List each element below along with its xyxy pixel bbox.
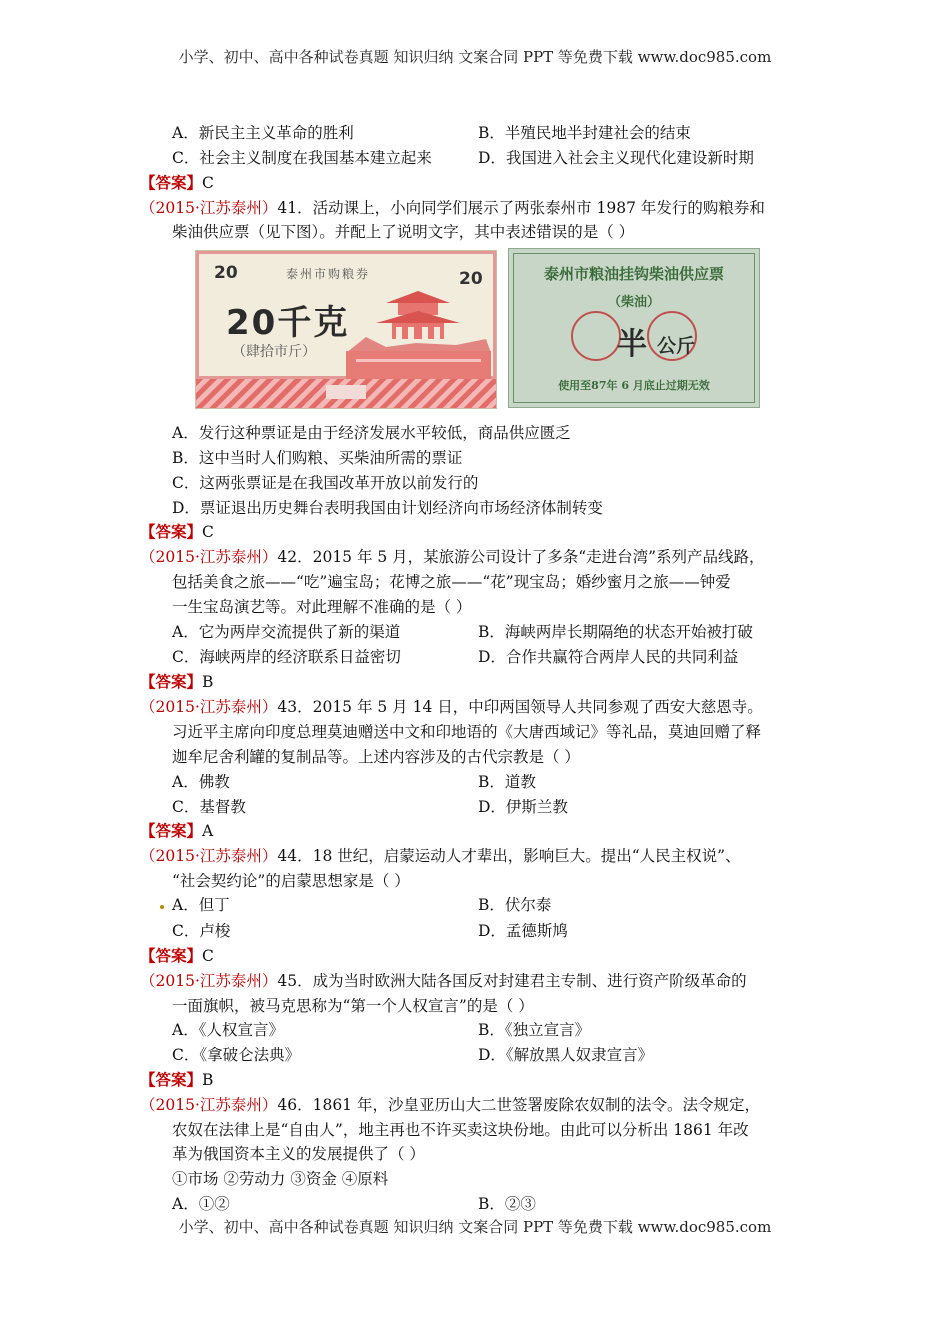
answer-value: C xyxy=(202,523,214,541)
q43-option-a: A．佛教 xyxy=(172,773,230,791)
answer-value: B xyxy=(202,673,214,691)
q43-text1: 43．2015 年 5 月 14 日，中印两国领导人共同参观了西安大慈恩寺。 xyxy=(277,698,763,716)
q41-answer xyxy=(140,522,214,542)
answer-label: 【答案】 xyxy=(140,821,203,840)
q44-option-c: C．卢梭 xyxy=(172,922,231,940)
q42-option-d: D．合作共赢符合两岸人民的共同利益 xyxy=(478,648,739,666)
diesel-coupon-image xyxy=(508,248,760,408)
q41-option-c: C．这两张票证是在我国改革开放以前发行的 xyxy=(172,474,479,492)
diesel-footer: 使用至87年 6 月底止过期无效 xyxy=(558,379,710,392)
q42-stem-line2: 包括美食之旅——“吃”遍宝岛；花博之旅——“花”现宝岛；婚纱蜜月之旅——钟爱 xyxy=(172,573,731,591)
q40-option-b: B．半殖民地半封建社会的结束 xyxy=(478,124,691,142)
q43-source: （2015·江苏泰州） xyxy=(140,698,278,716)
q45-source: （2015·江苏泰州） xyxy=(140,972,278,990)
q44-text1: 44．18 世纪，启蒙运动人才辈出，影响巨大。提出“人民主权说”、 xyxy=(277,847,741,865)
q43-stem-line3: 迦牟尼舍利罐的复制品等。上述内容涉及的古代宗教是（ ） xyxy=(172,748,580,766)
q42-option-c: C．海峡两岸的经济联系日益密切 xyxy=(172,648,401,666)
answer-value: C xyxy=(202,947,214,965)
coupon-corner-right: 20 xyxy=(459,269,483,289)
q44-stem-line2: “社会契约论”的启蒙思想家是（ ） xyxy=(172,872,410,890)
pavilion-illustration xyxy=(346,289,491,379)
q43-answer xyxy=(140,821,213,841)
q41-stem-line1 xyxy=(140,198,765,218)
q46-text1: 46．1861 年，沙皇亚历山大二世签署废除农奴制的法令。法令规定， xyxy=(277,1096,760,1114)
coupon-corner-left: 20 xyxy=(214,263,238,283)
coupon-sub-amount: （肆拾市斤） xyxy=(232,344,316,360)
diesel-amount-unit: 公斤 xyxy=(657,335,696,357)
q44-option-a: A．但丁 xyxy=(172,896,230,914)
q43-option-c: C．基督教 xyxy=(172,798,246,816)
q44-option-d: D．孟德斯鸠 xyxy=(478,922,568,940)
q40-option-a: A．新民主主义革命的胜利 xyxy=(172,124,354,142)
q44-option-b: B．伏尔泰 xyxy=(478,896,552,914)
q43-option-d: D．伊斯兰教 xyxy=(478,798,568,816)
q45-answer xyxy=(140,1070,213,1090)
answer-label: 【答案】 xyxy=(140,946,203,965)
q42-option-a: A．它为两岸交流提供了新的渠道 xyxy=(172,623,401,641)
q46-option-a: A．①② xyxy=(172,1195,230,1213)
grain-coupon-image xyxy=(195,250,497,409)
q40-option-c: C．社会主义制度在我国基本建立起来 xyxy=(172,149,432,167)
q44-source: （2015·江苏泰州） xyxy=(140,847,278,865)
q43-stem-line2: 习近平主席向印度总理莫迪赠送中文和印地语的《大唐西域记》等礼品，莫迪回赠了释 xyxy=(172,723,762,741)
coupon-amount: 20千克 xyxy=(226,303,350,343)
q41-source: （2015·江苏泰州） xyxy=(140,199,278,217)
page-footer: 小学、初中、高中各种试卷真题 知识归纳 文案合同 PPT 等免费下载 www.doc985.com xyxy=(178,1218,772,1236)
q41-option-b: B．这中当时人们购粮、买柴油所需的票证 xyxy=(172,449,463,467)
q42-source: （2015·江苏泰州） xyxy=(140,548,278,566)
q42-stem-line3: 一生宝岛演艺等。对此理解不准确的是（ ） xyxy=(172,598,472,616)
q42-answer xyxy=(140,672,213,692)
q42-text1: 42．2015 年 5 月，某旅游公司设计了多条“走进台湾”系列产品线路， xyxy=(277,548,765,566)
q41-option-a: A．发行这种票证是由于经济发展水平较低，商品供应匮乏 xyxy=(172,424,571,442)
q45-option-a: A．《人权宣言》 xyxy=(172,1021,284,1039)
q41-stem-line2: 柴油供应票（见下图）。并配上了说明文字，其中表述错误的是（ ） xyxy=(172,223,635,241)
diesel-amount-big: 半 xyxy=(617,327,647,362)
answer-label: 【答案】 xyxy=(140,173,203,192)
answer-value: C xyxy=(202,174,214,192)
q41-text1: 41．活动课上，小向同学们展示了两张泰州市 1987 年发行的购粮券和 xyxy=(277,199,765,217)
q45-stem-line1 xyxy=(140,971,747,991)
q42-option-b: B．海峡两岸长期隔绝的状态开始被打破 xyxy=(478,623,753,641)
diesel-title: 泰州市粮油挂钩柴油供应票 xyxy=(543,265,724,283)
answer-label: 【答案】 xyxy=(140,672,203,691)
q46-stem-line2: 农奴在法律上是“自由人”，地主再也不许买卖这块份地。由此可以分析出 1861 年改 xyxy=(172,1121,749,1139)
q45-option-b: B．《独立宣言》 xyxy=(478,1021,591,1039)
q40-option-d: D．我国进入社会主义现代化建设新时期 xyxy=(478,149,754,167)
answer-label: 【答案】 xyxy=(140,1070,203,1089)
q45-text1: 45．成为当时欧洲大陆各国反对封建君主专制、进行资产阶级革命的 xyxy=(277,972,747,990)
answer-value: B xyxy=(202,1071,214,1089)
answer-value: A xyxy=(202,822,214,840)
q45-option-c: C．《拿破仑法典》 xyxy=(172,1046,301,1064)
q46-stem-line3: 革为俄国资本主义的发展提供了（ ） xyxy=(172,1145,425,1163)
red-seal-left xyxy=(571,311,621,361)
diesel-subtitle: （柴油） xyxy=(607,295,660,310)
q44-answer xyxy=(140,946,214,966)
page-header: 小学、初中、高中各种试卷真题 知识归纳 文案合同 PPT 等免费下载 www.doc985.com xyxy=(178,48,772,66)
answer-label: 【答案】 xyxy=(140,522,203,541)
coupon-title: 泰州市购粮券 xyxy=(286,267,371,281)
q44-stem-line1 xyxy=(140,846,741,866)
q40-answer xyxy=(140,173,214,193)
stray-dot xyxy=(160,905,164,909)
q46-stem-line1 xyxy=(140,1095,760,1115)
q46-option-b: B．②③ xyxy=(478,1195,536,1213)
q46-source: （2015·江苏泰州） xyxy=(140,1096,278,1114)
q42-stem-line1 xyxy=(140,547,765,567)
q45-stem-line2: 一面旗帜，被马克思称为“第一个人权宣言”的是（ ） xyxy=(172,997,534,1015)
q46-items: ①市场 ②劳动力 ③资金 ④原料 xyxy=(172,1170,389,1188)
q43-stem-line1 xyxy=(140,697,763,717)
q41-option-d: D．票证退出历史舞台表明我国由计划经济向市场经济体制转变 xyxy=(172,499,603,517)
q43-option-b: B．道教 xyxy=(478,773,536,791)
q45-option-d: D．《解放黑人奴隶宣言》 xyxy=(478,1046,654,1064)
